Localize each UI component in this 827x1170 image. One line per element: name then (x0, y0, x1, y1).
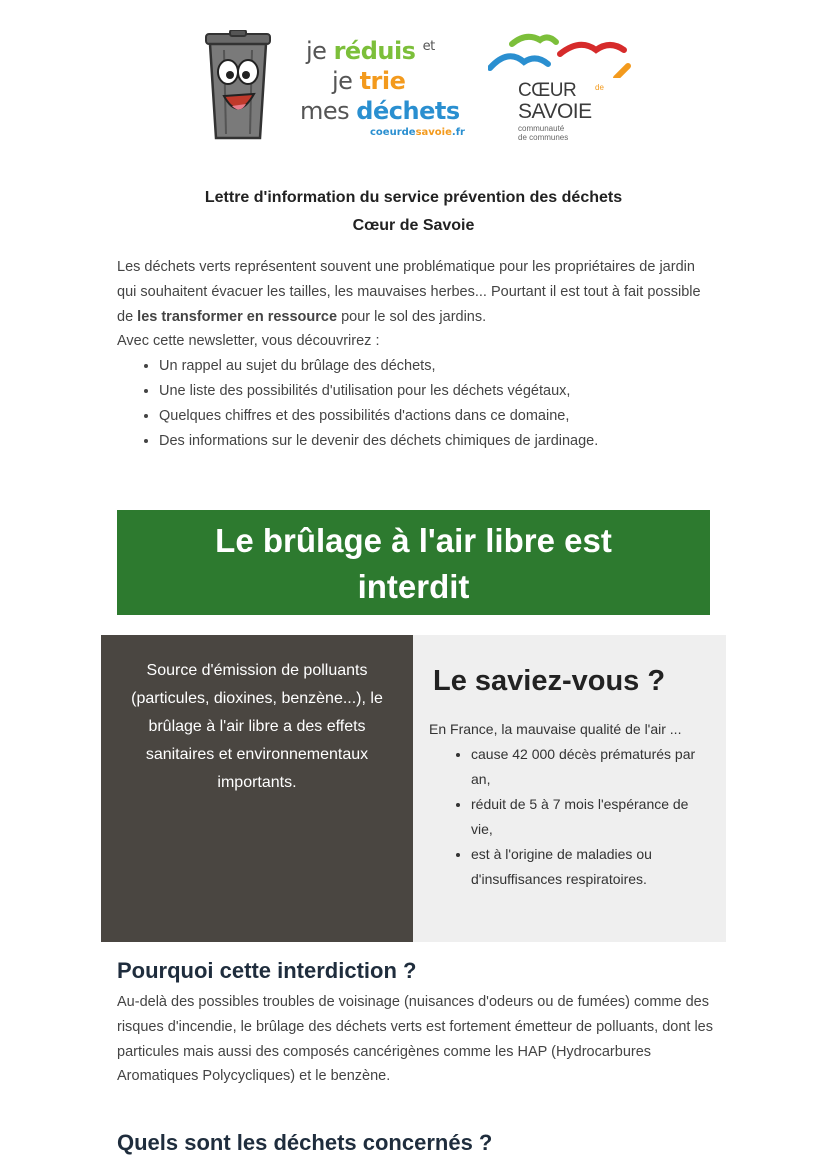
brand-je-2: je (332, 67, 353, 95)
brand-et: et (422, 39, 435, 54)
partner-de: de (595, 83, 604, 92)
intro-paragraph: Les déchets verts représentent souvent une problématique pour les propriétaires de jardin qui souhaitent évacuer les tailles, les mauvaises herbes... Pourtant il est tout à fait possible de les transformer en ressource pour le sol des jardins. (117, 259, 701, 325)
pollutant-info-text: Source d'émission de polluants (particules, dioxines, benzène...), le brûlage à l'air libre a des effets sanitaires et environnementaux importants. (131, 662, 383, 791)
trash-can-mascot-icon (196, 30, 280, 142)
did-you-know-heading: Le saviez-vous ? (433, 665, 666, 697)
did-you-know-list (429, 742, 710, 892)
partner-savoie: SAVOIE (518, 100, 592, 123)
did-you-know-box (413, 635, 726, 942)
brand-logo (300, 32, 470, 140)
header (0, 22, 827, 152)
list-item: • Un rappel au sujet du brûlage des déchets, (159, 354, 717, 379)
list-item: • cause 42 000 décès prématurés par an, (471, 742, 710, 792)
brand-reduis: réduis (333, 37, 416, 65)
list-item: • Une liste des possibilités d'utilisation pour les déchets végétaux, (159, 379, 717, 404)
brand-url: coeurdesavoie.fr (370, 127, 465, 138)
newsletter-title (0, 184, 827, 240)
intro-lead: Avec cette newsletter, vous découvrirez : (117, 333, 380, 350)
title-line-1: Lettre d'information du service prévention des déchets (204, 189, 623, 206)
did-you-know-lead: En France, la mauvaise qualité de l'air ... (429, 721, 682, 737)
intro-bold-text: les transformer en ressource (137, 308, 338, 325)
pollutant-info-box (101, 635, 413, 942)
brand-je: je (306, 37, 327, 65)
list-item: • est à l'origine de maladies ou d'insuffisances respiratoires. (471, 842, 710, 892)
list-item: • réduit de 5 à 7 mois l'espérance de vie, (471, 792, 710, 842)
banner-burning-forbidden: Le brûlage à l'air libre est interdit (117, 510, 710, 615)
brand-trie: trie (359, 67, 406, 95)
intro-list (117, 354, 717, 453)
title-line-2: Cœur de Savoie (352, 217, 475, 234)
brand-dechets: déchets (356, 97, 460, 125)
brand-mes: mes (300, 97, 350, 125)
birds-icon (488, 28, 638, 78)
partner-coeur: CŒUR (518, 80, 577, 101)
section-text-why: Au-delà des possibles troubles de voisinage (nuisances d'odeurs ou de fumées) comme des risques d'incendie, le brûlage des déchets verts est fortement émetteur de polluants, dont les particules mais aussi des composés cancérigènes comme les HAP (Hydrocarbures Aromatiques Polycycliques) et le benzène. (117, 994, 714, 1085)
list-item: • Quelques chiffres et des possibilités d'actions dans ce domaine, (159, 404, 717, 429)
section-heading-which-waste: Quels sont les déchets concernés ? (117, 1130, 493, 1155)
list-item: • Des informations sur le devenir des déchets chimiques de jardinage. (159, 429, 717, 454)
partner-subtitle: communauté de communes (518, 124, 569, 142)
coeur-de-savoie-logo (488, 28, 638, 148)
section-heading-why: Pourquoi cette interdiction ? (117, 958, 417, 983)
intro-section (117, 255, 717, 453)
